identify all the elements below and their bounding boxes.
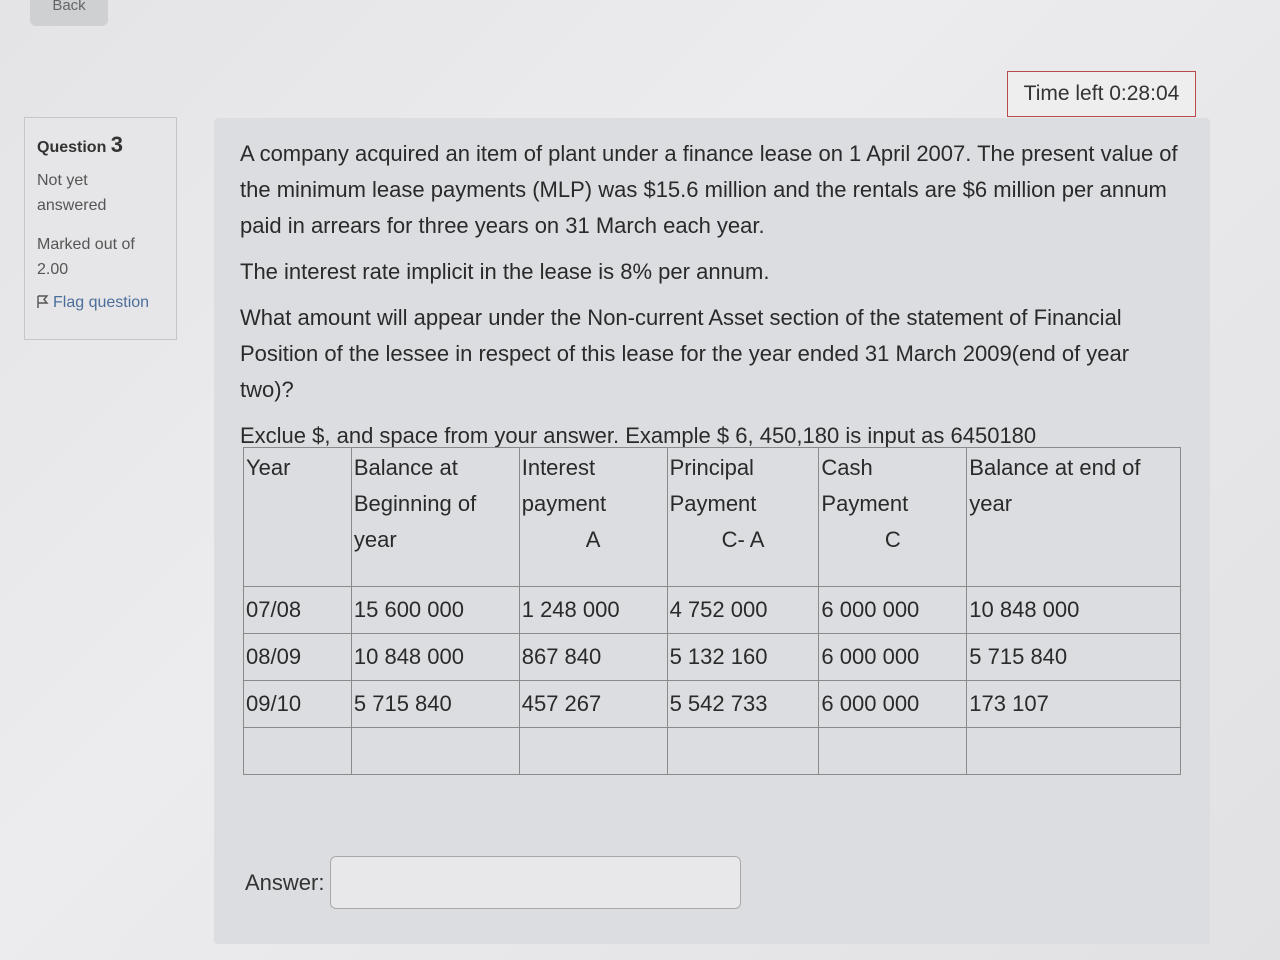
cell-balance-end: 10 848 000 <box>967 587 1181 634</box>
marked-out-of-value: 2.00 <box>37 261 69 278</box>
cell-interest: 457 267 <box>519 681 667 728</box>
cell-year: 09/10 <box>244 681 352 728</box>
cell-principal: 4 752 000 <box>667 587 819 634</box>
cell-balance-end: 173 107 <box>967 681 1181 728</box>
cell-balance-beginning: 15 600 000 <box>351 587 519 634</box>
question-text <box>240 136 1180 464</box>
cell-balance-end: 5 715 840 <box>967 634 1181 681</box>
cell-year: 07/08 <box>244 587 352 634</box>
cell-interest: 1 248 000 <box>519 587 667 634</box>
back-button[interactable]: Back <box>30 0 108 26</box>
table-header-row <box>244 448 1181 587</box>
cell-year: 08/09 <box>244 634 352 681</box>
flag-icon <box>37 294 53 311</box>
question-number-heading <box>37 132 164 158</box>
table-row <box>244 681 1181 728</box>
status-line-1: Not yet <box>37 172 88 189</box>
status-line-2: answered <box>37 197 107 214</box>
header-cash-payment: Cash Payment C <box>819 448 967 587</box>
question-paragraph-3: What amount will appear under the Non-current Asset section of the statement of Financial Position of the lessee in respect of this lease for the year ended 31 March 2009(end of year two)? <box>240 305 1130 402</box>
question-number: 3 <box>110 132 124 157</box>
question-info-panel <box>24 117 177 340</box>
header-principal-payment: Principal Payment C- A <box>667 448 819 587</box>
question-paragraph-1: A company acquired an item of plant under a finance lease on 1 April 2007. The present value of the minimum lease payments (MLP) was $15.6 million and the rentals are $6 million per annum paid in arrears for three years on 31 March each year. <box>240 141 1178 238</box>
marked-out-of-label: Marked out of <box>37 236 135 253</box>
question-paragraph-2: The interest rate implicit in the lease is 8% per annum. <box>240 259 770 284</box>
header-interest-payment: Interest payment A <box>519 448 667 587</box>
cell-cash: 6 000 000 <box>819 587 967 634</box>
cell-balance-beginning: 10 848 000 <box>351 634 519 681</box>
cell-principal: 5 542 733 <box>667 681 819 728</box>
header-year: Year <box>244 448 352 587</box>
cell-principal: 5 132 160 <box>667 634 819 681</box>
question-label: Question <box>37 139 107 156</box>
lease-schedule-table <box>243 447 1181 775</box>
flag-question-label: Flag question <box>53 294 150 311</box>
table-row <box>244 634 1181 681</box>
cell-interest: 867 840 <box>519 634 667 681</box>
time-left-timer: Time left 0:28:04 <box>1007 71 1196 117</box>
table-row-empty <box>244 728 1181 775</box>
answer-input[interactable] <box>330 856 741 909</box>
cell-balance-beginning: 5 715 840 <box>351 681 519 728</box>
flag-question-link[interactable] <box>37 294 164 312</box>
cell-cash: 6 000 000 <box>819 681 967 728</box>
header-balance-beginning: Balance at Beginning of year <box>351 448 519 587</box>
question-paragraph-4: Exclue $, and space from your answer. Example $ 6, 450,180 is input as 6450180 <box>240 423 1037 448</box>
header-balance-end: Balance at end of year <box>967 448 1181 587</box>
cell-cash: 6 000 000 <box>819 634 967 681</box>
answer-label: Answer: <box>245 870 325 895</box>
table-row <box>244 587 1181 634</box>
